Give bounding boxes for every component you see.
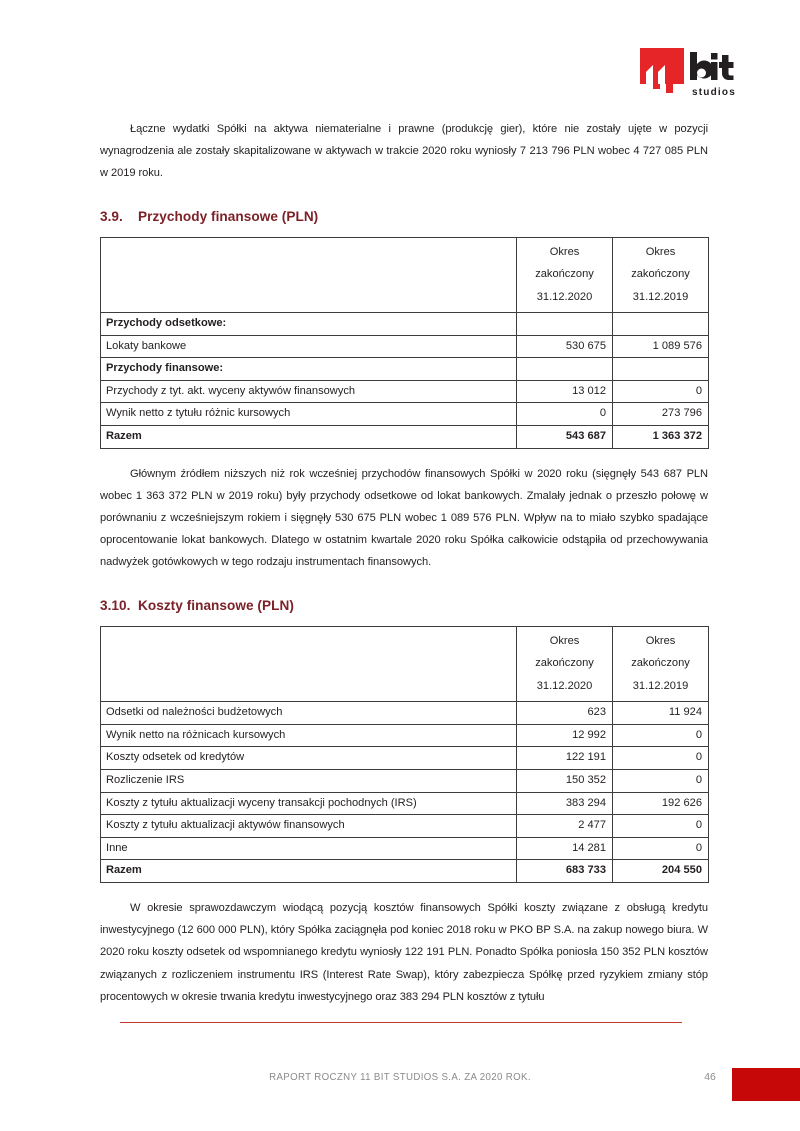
row-value-2019: 0	[613, 724, 709, 747]
table-310-head	[101, 626, 709, 702]
hdr-line: zakończony	[535, 268, 594, 281]
row-label: Rozliczenie IRS	[101, 769, 517, 792]
row-value-2020: 2 477	[517, 815, 613, 838]
row-label: Razem	[101, 426, 517, 449]
table-row	[101, 403, 709, 426]
intro-paragraph: Łączne wydatki Spółki na aktywa niematerialne i prawne (produkcję gier), które nie zostały ujęte w pozycji wynagrodzenia ale zostały skapitalizowane w aktywach w trakcie 2020 roku wyniosły 7 213 796 PLN wobec 4 727 085 PLN w 2019 roku.	[100, 123, 708, 180]
table-row	[101, 815, 709, 838]
table-row	[101, 702, 709, 725]
row-value-2020: 14 281	[517, 837, 613, 860]
row-value-2020: 13 012	[517, 380, 613, 403]
hdr-line: zakończony	[631, 268, 690, 281]
hdr-line: Okres	[645, 634, 676, 647]
row-label: Koszty odsetek od kredytów	[101, 747, 517, 770]
table-39-body	[101, 313, 709, 449]
row-value-2019: 204 550	[613, 860, 709, 883]
logo-wordmark	[690, 52, 734, 80]
table-310-body	[101, 702, 709, 883]
row-value-2019: 0	[613, 769, 709, 792]
logo-mark-icon	[640, 48, 684, 93]
hdr-line: Okres	[645, 245, 676, 258]
row-value-2020: 683 733	[517, 860, 613, 883]
row-value-2019: 0	[613, 380, 709, 403]
paragraph-after-3-9: Głównym źródłem niższych niż rok wcześniej przychodów finansowych Spółki w 2020 roku (sięgnęły 543 687 PLN wobec 1 363 372 PLN w 2019 roku) były przychody odsetkowe od lokat bankowych. Zmalały jednak o przeszło połowę w porównaniu z wcześniejszym rokiem i sięgnęły 530 675 PLN wobec 1 089 576 PLN. Wpływ na to miało szybko spadające oprocentowanie lokat bankowych. Dlatego w ostatnim kwartale 2020 roku Spółka całkowicie odstąpiła od przechowywania nadwyżek gotówkowych w tego rodzaju instrumentach finansowych.	[100, 467, 708, 569]
hdr-line: 31.12.2020	[536, 679, 593, 692]
row-label: Wynik netto z tytułu różnic kursowych	[101, 403, 517, 426]
row-value-2020: 0	[517, 403, 613, 426]
table-row	[101, 747, 709, 770]
section-number-3-9: 3.9.	[100, 208, 123, 224]
table-310-header-row	[101, 626, 709, 702]
table-koszty-finansowe	[100, 626, 709, 883]
row-value-2020: 543 687	[517, 426, 613, 449]
table-row-total	[101, 426, 709, 449]
row-label: Przychody finansowe:	[101, 358, 517, 381]
table-row	[101, 792, 709, 815]
table-przychody-finansowe	[100, 237, 709, 449]
row-value-2019	[613, 313, 709, 336]
table-39-header-2020	[517, 237, 613, 313]
row-label: Inne	[101, 837, 517, 860]
row-value-2019: 0	[613, 815, 709, 838]
row-label: Razem	[101, 860, 517, 883]
table-row	[101, 769, 709, 792]
hdr-line: Okres	[549, 634, 580, 647]
table-row	[101, 724, 709, 747]
row-value-2020: 150 352	[517, 769, 613, 792]
hdr-line: 31.12.2019	[632, 679, 689, 692]
table-39-header-blank	[101, 237, 517, 313]
table-row	[101, 335, 709, 358]
row-value-2019: 1 089 576	[613, 335, 709, 358]
footer-text: RAPORT ROCZNY 11 BIT STUDIOS S.A. ZA 2020 ROK.	[269, 1072, 531, 1083]
row-value-2020: 623	[517, 702, 613, 725]
row-value-2020	[517, 313, 613, 336]
paragraph-after-3-10: W okresie sprawozdawczym wiodącą pozycją kosztów finansowych Spółki koszty związane z obsługą kredytu inwestycyjnego (12 600 000 PLN), który Spółka zaciągnęła pod koniec 2018 roku w PKO BP S.A. na zakup nowego biura. W 2020 roku koszty odsetek od wspomnianego kredytu wyniosły 122 191 PLN. Ponadto Spółka poniosła 150 352 PLN kosztów związanych z rozliczeniem instrumentu IRS (Interest Rate Swap), który zabezpiecza Spółkę przed ryzykiem zmiany stóp procentowych w okresie trwania kredytu inwestycyjnego oraz 383 294 PLN kosztów z tytułu	[100, 901, 708, 1003]
11-bit-studios-logo	[640, 48, 748, 100]
row-value-2019: 192 626	[613, 792, 709, 815]
section-title-3-9: Przychody finansowe (PLN)	[138, 208, 319, 224]
page-header	[0, 0, 800, 118]
table-row	[101, 313, 709, 336]
hdr-line: 31.12.2020	[536, 290, 593, 303]
table-row	[101, 837, 709, 860]
table-39-header-2019	[613, 237, 709, 313]
svg-text:studios: studios	[692, 87, 736, 98]
page-number: 46	[704, 1072, 716, 1083]
table-row	[101, 358, 709, 381]
row-label: Lokaty bankowe	[101, 335, 517, 358]
row-value-2019	[613, 358, 709, 381]
row-value-2019: 1 363 372	[613, 426, 709, 449]
footer-divider	[120, 1022, 682, 1023]
table-310-header-blank	[101, 626, 517, 702]
table-row	[101, 380, 709, 403]
row-value-2020: 530 675	[517, 335, 613, 358]
row-label: Przychody z tyt. akt. wyceny aktywów finansowych	[101, 380, 517, 403]
footer-accent-block	[732, 1068, 800, 1101]
row-label: Koszty z tytułu aktualizacji wyceny transakcji pochodnych (IRS)	[101, 792, 517, 815]
logo-sub-wordmark	[692, 87, 736, 98]
section-heading-3-9	[100, 208, 708, 226]
hdr-line: zakończony	[535, 657, 594, 670]
logo-svg	[640, 48, 748, 100]
row-label: Koszty z tytułu aktualizacji aktywów finansowych	[101, 815, 517, 838]
row-label: Wynik netto na różnicach kursowych	[101, 724, 517, 747]
row-value-2020	[517, 358, 613, 381]
table-39-head	[101, 237, 709, 313]
hdr-line: 31.12.2019	[632, 290, 689, 303]
table-310-header-2020	[517, 626, 613, 702]
document-content	[100, 118, 708, 1008]
row-value-2019: 0	[613, 837, 709, 860]
page-footer	[0, 1011, 800, 1131]
row-value-2019: 273 796	[613, 403, 709, 426]
row-value-2019: 11 924	[613, 702, 709, 725]
hdr-line: Okres	[549, 245, 580, 258]
row-value-2020: 383 294	[517, 792, 613, 815]
table-row-total	[101, 860, 709, 883]
section-heading-3-10	[100, 597, 708, 615]
section-number-3-10: 3.10.	[100, 597, 131, 613]
section-title-3-10: Koszty finansowe (PLN)	[138, 597, 294, 613]
row-label: Odsetki od należności budżetowych	[101, 702, 517, 725]
table-310-header-2019	[613, 626, 709, 702]
row-value-2020: 12 992	[517, 724, 613, 747]
row-value-2020: 122 191	[517, 747, 613, 770]
row-value-2019: 0	[613, 747, 709, 770]
hdr-line: zakończony	[631, 657, 690, 670]
table-39-header-row	[101, 237, 709, 313]
row-label: Przychody odsetkowe:	[101, 313, 517, 336]
